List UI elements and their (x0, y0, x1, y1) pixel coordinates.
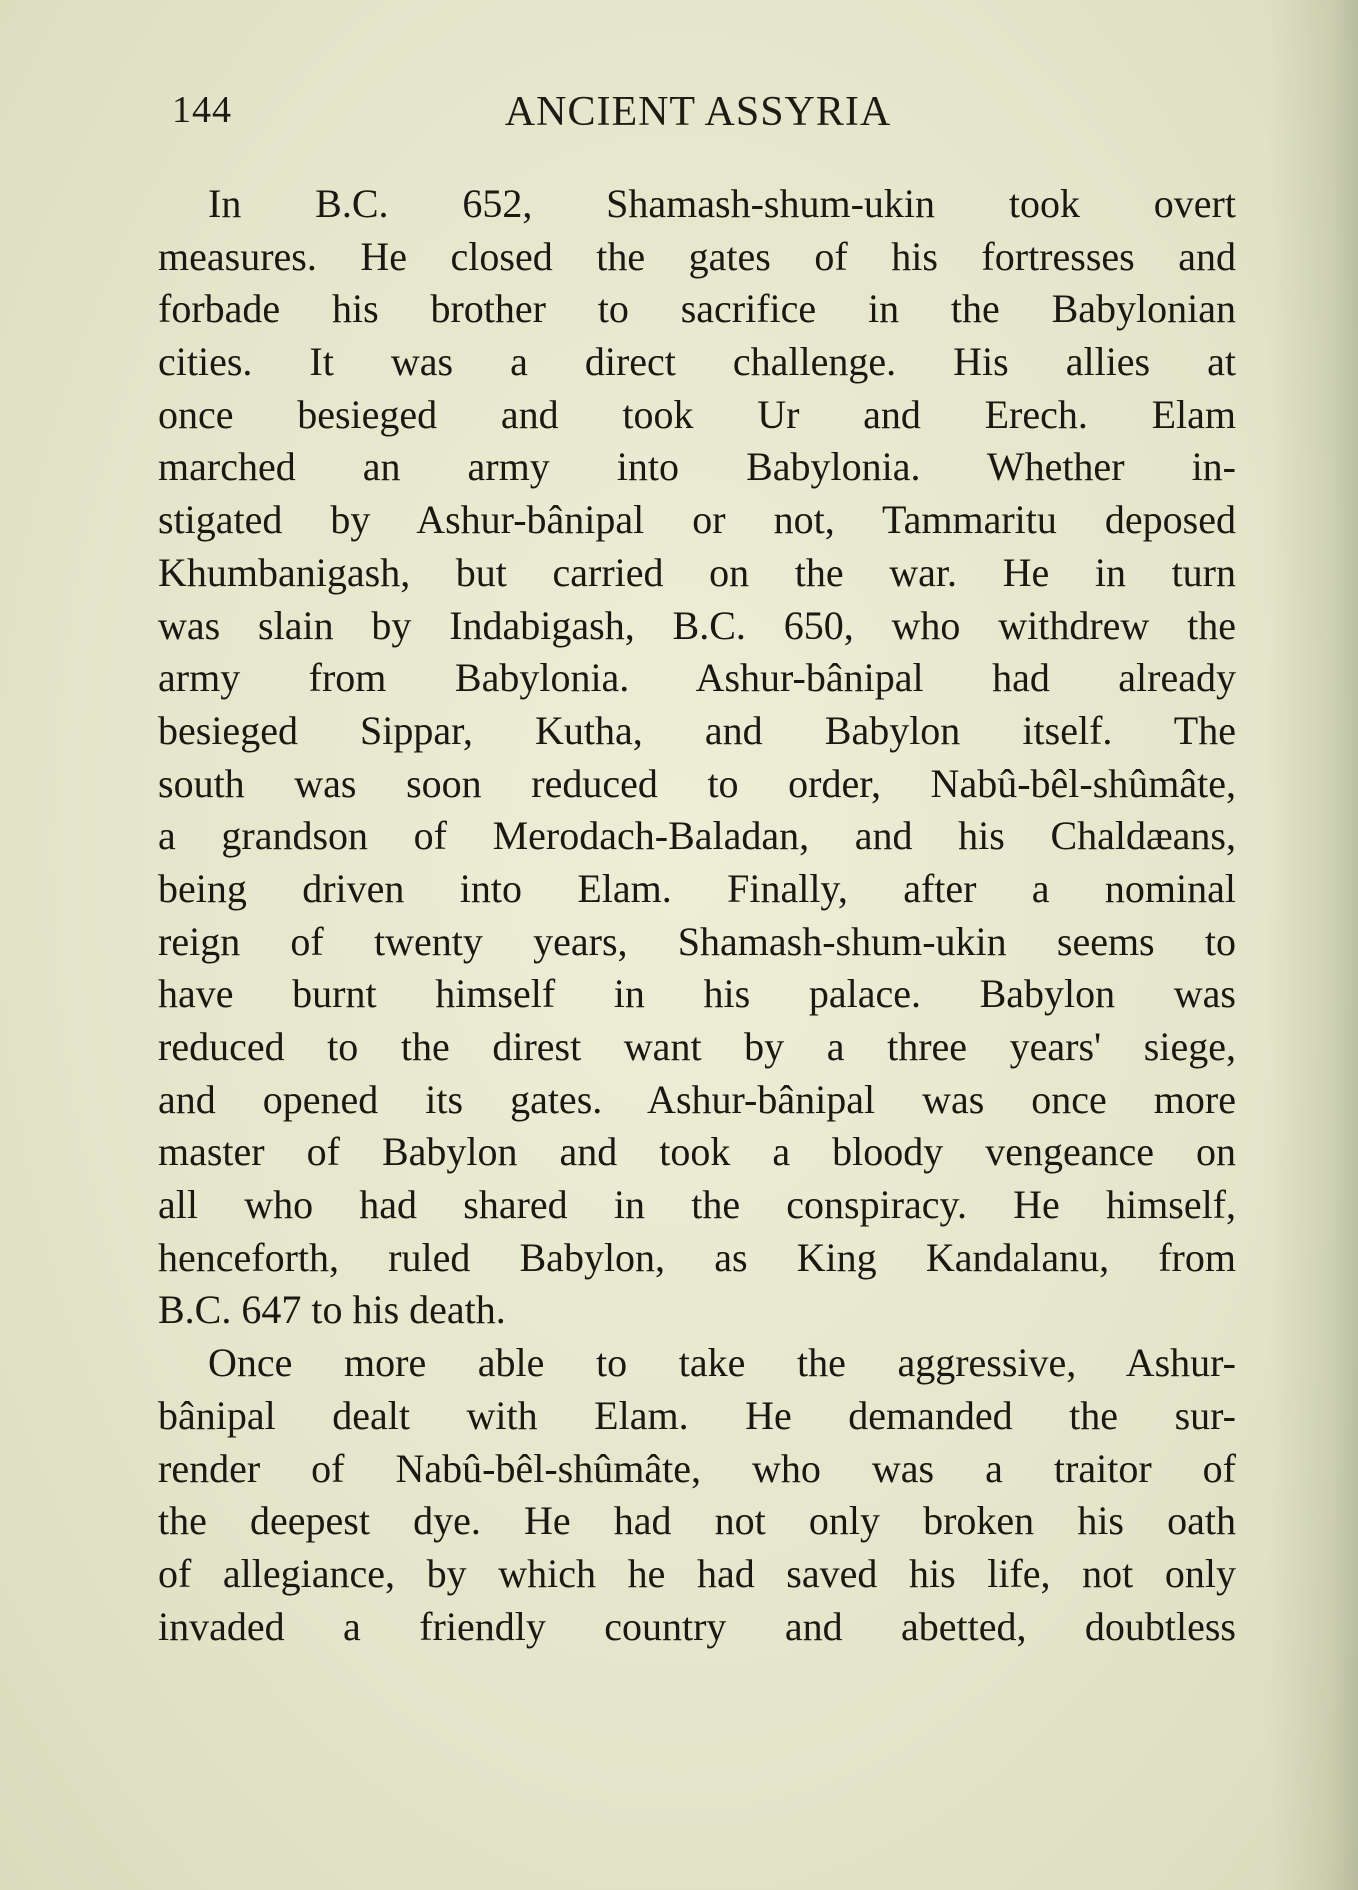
text-line: being driven into Elam. Finally, after a nominal (158, 865, 1236, 911)
text-line: the deepest dye. He had not only broken his oath (158, 1498, 1236, 1544)
page-edge-shadow (1268, 0, 1358, 1890)
text-line: Once more able to take the aggressive, Ashur- (208, 1340, 1236, 1386)
paragraph (158, 1337, 1236, 1653)
text-line: invaded a friendly country and abetted, doubtless (158, 1603, 1236, 1649)
text-line: Khumbanigash, but carried on the war. He in turn (158, 549, 1236, 595)
text-line: reign of twenty years, Shamash-shum-ukin seems to (158, 918, 1236, 964)
text-line: army from Babylonia. Ashur-bânipal had already (158, 655, 1236, 701)
page-number: 144 (172, 89, 232, 131)
text-line: stigated by Ashur-bânipal or not, Tammaritu deposed (158, 497, 1236, 543)
text-line: master of Babylon and took a bloody vengeance on (158, 1129, 1236, 1175)
text-line: B.C. 647 to his death. (158, 1287, 506, 1333)
text-line: bânipal dealt with Elam. He demanded the sur- (158, 1392, 1236, 1438)
text-line: all who had shared in the conspiracy. He himself, (158, 1182, 1236, 1228)
body-text (158, 178, 1236, 1653)
running-title: ANCIENT ASSYRIA (504, 89, 892, 135)
text-line: of allegiance, by which he had saved his life, not only (158, 1550, 1236, 1596)
text-line: south was soon reduced to order, Nabû-bêl-shûmâte, (158, 760, 1236, 806)
text-line: a grandson of Merodach-Baladan, and his Chaldæans, (158, 813, 1236, 859)
text-line: forbade his brother to sacrifice in the Babylonian (158, 286, 1236, 332)
text-line: marched an army into Babylonia. Whether in- (158, 444, 1236, 490)
text-line: In B.C. 652, Shamash-shum-ukin took overt (208, 181, 1236, 226)
page-header (160, 88, 1236, 148)
text-line: and opened its gates. Ashur-bânipal was once more (158, 1076, 1236, 1122)
text-line: reduced to the direst want by a three years' siege, (158, 1024, 1236, 1069)
text-line: henceforth, ruled Babylon, as King Kandalanu, from (158, 1234, 1236, 1280)
text-line: render of Nabû-bêl-shûmâte, who was a traitor of (158, 1445, 1236, 1491)
text-line: measures. He closed the gates of his fortresses and (158, 233, 1236, 279)
text-line: besieged Sippar, Kutha, and Babylon itself. The (158, 707, 1236, 753)
text-line: have burnt himself in his palace. Babylon was (158, 971, 1236, 1017)
paragraph (158, 178, 1236, 1337)
text-line: once besieged and took Ur and Erech. Elam (158, 391, 1236, 437)
text-line: was slain by Indabigash, B.C. 650, who withdrew the (158, 602, 1236, 648)
text-line: cities. It was a direct challenge. His allies at (158, 339, 1236, 385)
